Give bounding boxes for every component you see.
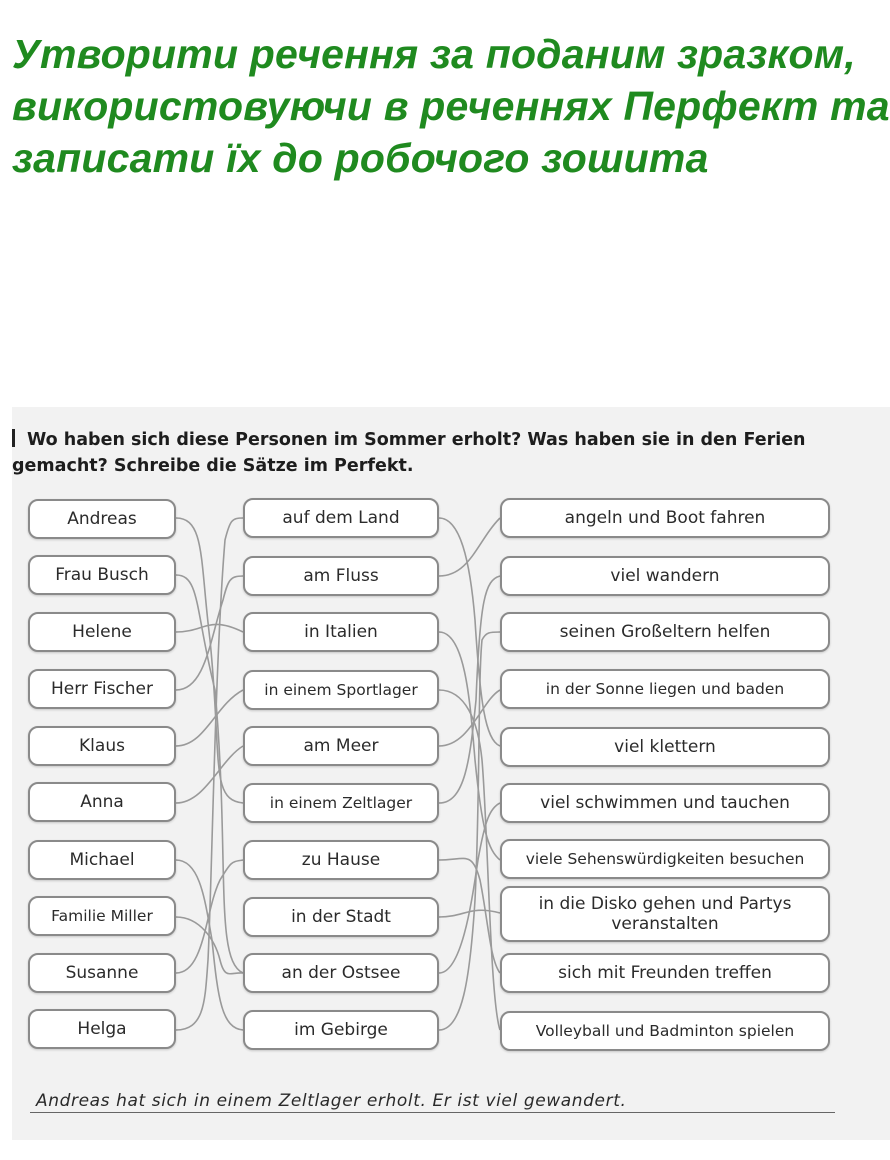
person-box: Andreas: [28, 499, 176, 539]
connector-line: [439, 632, 500, 860]
activity-box: viel schwimmen und tauchen: [500, 783, 830, 823]
activity-box: seinen Großeltern helfen: [500, 612, 830, 652]
task-heading-line-1: Утворити речення за поданим зразком,: [12, 31, 856, 77]
place-box: im Gebirge: [243, 1010, 439, 1050]
task-heading-line-3: записати їх до робочого зошита: [12, 135, 709, 181]
person-box: Helene: [28, 612, 176, 652]
person-box: Familie Miller: [28, 896, 176, 936]
activity-box: angeln und Boot fahren: [500, 498, 830, 538]
activity-box: in der Sonne liegen und baden: [500, 669, 830, 709]
place-box: am Meer: [243, 726, 439, 766]
person-box: Michael: [28, 840, 176, 880]
instruction-line-2: gemacht? Schreibe die Sätze im Perfekt.: [12, 456, 414, 476]
connector-line: [176, 518, 243, 803]
place-box: zu Hause: [243, 840, 439, 880]
connector-line: [439, 576, 500, 803]
task-heading-line-2: використовуючи в реченнях Перфект та: [12, 83, 890, 129]
place-box: in Italien: [243, 612, 439, 652]
place-box: in der Stadt: [243, 897, 439, 937]
person-box: Susanne: [28, 953, 176, 993]
place-box: am Fluss: [243, 556, 439, 596]
connector-line: [176, 518, 243, 1030]
connector-line: [439, 518, 500, 576]
activity-box: viel klettern: [500, 727, 830, 767]
person-box: Frau Busch: [28, 555, 176, 595]
connector-line: [176, 860, 243, 1030]
place-box: in einem Sportlager: [243, 670, 439, 710]
place-box: an der Ostsee: [243, 953, 439, 993]
activity-box: Volleyball und Badminton spielen: [500, 1011, 830, 1051]
activity-box: sich mit Freunden treffen: [500, 953, 830, 993]
person-box: Anna: [28, 782, 176, 822]
connector-line: [176, 746, 243, 803]
activity-box: viele Sehenswürdigkeiten besuchen: [500, 839, 830, 879]
instruction-line-1: Wo haben sich diese Personen im Sommer erholt? Was haben sie in den Ferien: [27, 430, 806, 450]
place-box: auf dem Land: [243, 498, 439, 538]
activity-box: viel wandern: [500, 556, 830, 596]
person-box: Klaus: [28, 726, 176, 766]
example-underline: [30, 1112, 835, 1113]
example-sentence: Andreas hat sich in einem Zeltlager erholt. Er ist viel gewandert.: [36, 1091, 627, 1111]
connector-line: [176, 690, 243, 746]
person-box: Herr Fischer: [28, 669, 176, 709]
place-box: in einem Zeltlager: [243, 783, 439, 823]
person-box: Helga: [28, 1009, 176, 1049]
activity-box: in die Disko gehen und Partys veranstalten: [500, 886, 830, 942]
